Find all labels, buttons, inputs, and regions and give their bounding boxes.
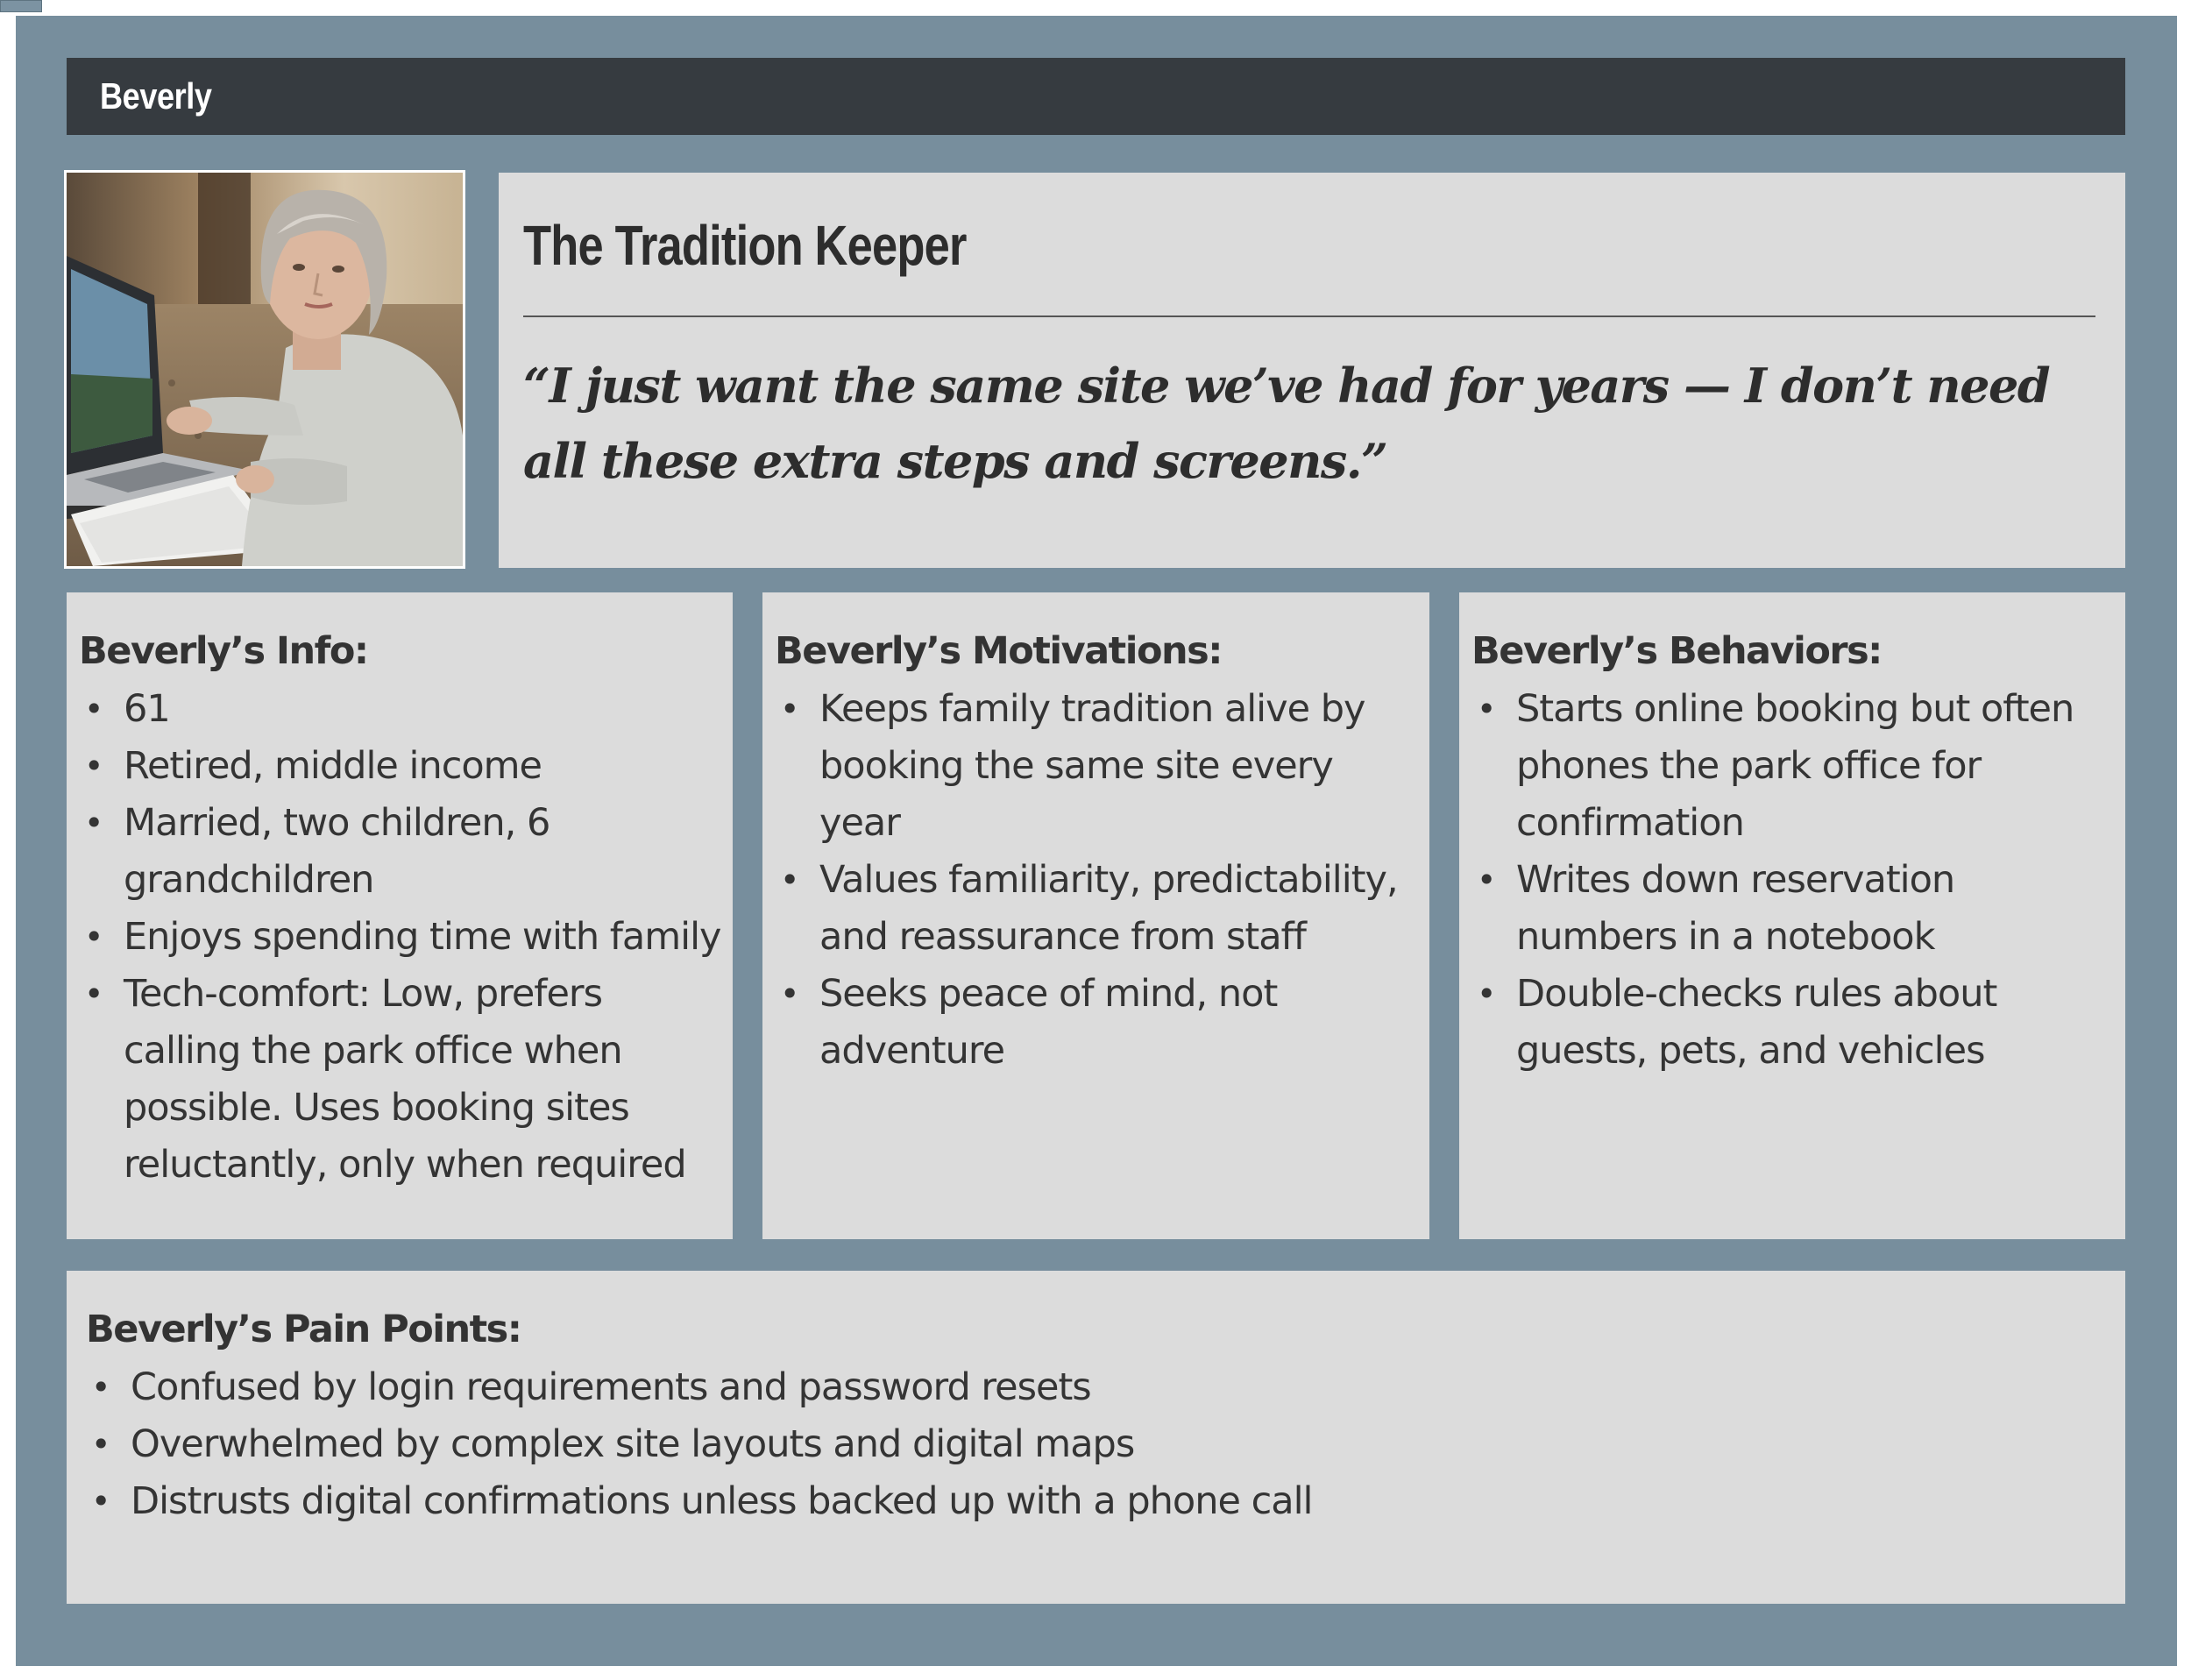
info-item-interests: • Enjoys spending time with family [79,909,727,966]
behaviors-heading: Beverly’s Behaviors: [1471,629,1882,673]
info-item-tech-comfort: • Tech-comfort: Low, prefers calling the park office when possible. Uses booking sites reluctantly, only when required [79,966,727,1194]
persona-title: The Tradition Keeper [523,214,967,277]
pain-points-heading: Beverly’s Pain Points: [86,1308,521,1351]
motivations-card [762,592,1429,1239]
motivations-list [775,681,1406,1080]
header-bar [67,58,2125,135]
behavior-item: • Writes down reservation numbers in a notebook [1471,852,2111,966]
quote-panel [499,173,2125,568]
portrait-image [67,173,463,566]
pain-point-item: • Confused by login requirements and password resets [86,1359,2102,1416]
corner-tag [0,0,42,12]
info-heading: Beverly’s Info: [79,629,368,673]
persona-photo [64,170,465,569]
info-item-occupation: • Retired, middle income [79,738,727,795]
behaviors-list [1471,681,2111,1080]
motivation-item: • Values familiarity, predictability, and reassurance from staff [775,852,1406,966]
pain-point-item: • Overwhelmed by complex site layouts and digital maps [86,1416,2102,1473]
info-item-family: • Married, two children, 6 grandchildren [79,795,727,909]
motivation-item: • Keeps family tradition alive by booking the same site every year [775,681,1406,852]
info-list [79,681,727,1194]
info-item-age: • 61 [79,681,727,738]
persona-name: Beverly [100,75,212,117]
pain-points-card [67,1271,2125,1604]
motivation-item: • Seeks peace of mind, not adventure [775,966,1406,1080]
title-divider [523,315,2095,317]
pain-points-list [86,1359,2102,1530]
behaviors-card [1459,592,2125,1239]
pain-point-item: • Distrusts digital confirmations unless backed up with a phone call [86,1473,2102,1530]
behavior-item: • Double-checks rules about guests, pets, and vehicles [1471,966,2111,1080]
persona-quote: “I just want the same site we’ve had for years — I don’t need all these extra steps and screens.” [523,358,2050,489]
motivations-heading: Beverly’s Motivations: [775,629,1222,673]
behavior-item: • Starts online booking but often phones the park office for confirmation [1471,681,2111,852]
info-card [67,592,733,1239]
